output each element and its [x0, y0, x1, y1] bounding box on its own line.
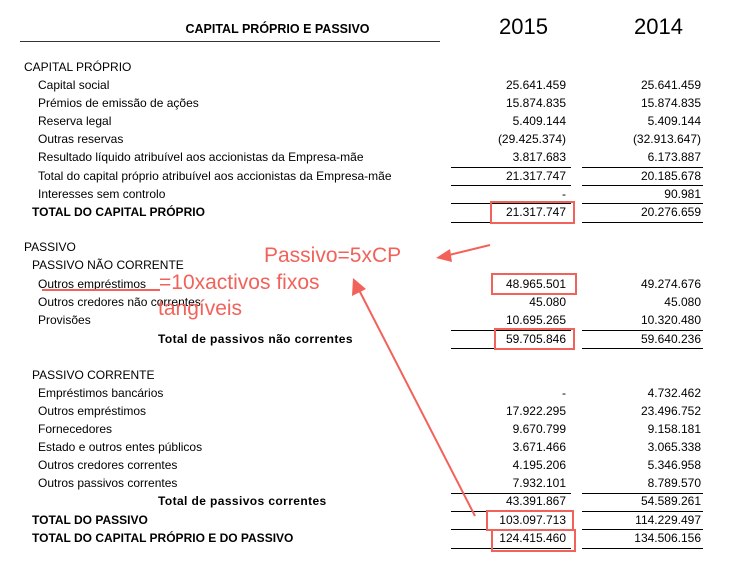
value-2014: 45.080	[664, 295, 701, 309]
arrow-to-passivo-note-icon	[436, 245, 490, 262]
row-label: Resultado líquido atribuível aos accionistas da Empresa-mãe	[38, 150, 364, 164]
row-label: PASSIVO NÃO CORRENTE	[32, 258, 184, 272]
row-label: Capital social	[38, 78, 110, 92]
value-2014: 3.065.338	[647, 440, 701, 454]
row-label: Outros credores não correntes	[38, 295, 201, 309]
value-2015: -	[562, 187, 566, 201]
value-2014: 49.274.676	[640, 277, 701, 291]
row-label: Estado e outros entes públicos	[38, 440, 203, 454]
row-label: Total do capital próprio atribuível aos accionistas da Empresa-mãe	[38, 169, 392, 183]
row-label: PASSIVO CORRENTE	[32, 368, 155, 382]
year-2015-header: 2015	[499, 14, 548, 39]
value-2014: 59.640.236	[640, 332, 701, 346]
value-2014: 4.732.462	[647, 386, 701, 400]
value-2014: 15.874.835	[640, 96, 701, 110]
arrow-to-activos-note-icon	[352, 278, 475, 516]
value-2015: -	[562, 386, 566, 400]
annotation-10x-activos: =10xactivos fixos	[159, 271, 320, 294]
row-label: Empréstimos bancários	[38, 386, 164, 400]
row-label: Interesses sem controlo	[38, 187, 166, 201]
value-2015: 7.932.101	[512, 476, 566, 490]
annotation-passivo-5xcp: Passivo=5xCP	[264, 244, 402, 267]
value-2015: 21.317.747	[505, 205, 566, 219]
year-2014-header: 2014	[634, 14, 683, 39]
value-2014: 6.173.887	[647, 150, 701, 164]
row-label: Fornecedores	[38, 422, 113, 436]
row-label: Outros credores correntes	[38, 458, 178, 472]
value-2014: 20.185.678	[640, 169, 701, 183]
row-label: Outras reservas	[38, 132, 124, 146]
value-2015: 3.817.683	[512, 150, 566, 164]
row-label: Total de passivos correntes	[158, 494, 327, 508]
value-2014: 8.789.570	[647, 476, 701, 490]
value-2014: 25.641.459	[640, 78, 701, 92]
value-2014: 90.981	[664, 187, 701, 201]
value-2015: 5.409.144	[512, 114, 566, 128]
value-2014: (32.913.647)	[632, 132, 701, 146]
value-2015: (29.425.374)	[497, 132, 566, 146]
value-2015: 45.080	[529, 295, 566, 309]
row-label: TOTAL DO CAPITAL PRÓPRIO	[32, 205, 205, 219]
value-2015: 3.671.466	[512, 440, 566, 454]
value-2014: 10.320.480	[640, 313, 701, 327]
value-2014: 114.229.497	[635, 513, 701, 527]
value-2015: 17.922.295	[505, 404, 566, 418]
row-label: Prémios de emissão de ações	[38, 96, 199, 110]
row-label: Outros empréstimos	[38, 404, 147, 418]
value-2014: 134.506.156	[634, 531, 701, 545]
value-2015: 4.195.206	[512, 458, 566, 472]
value-2015: 10.695.265	[505, 313, 566, 327]
annotation-tangiveis: tangíveis	[158, 297, 243, 320]
row-label: PASSIVO	[24, 240, 76, 254]
row-label: Total de passivos não correntes	[158, 332, 353, 346]
row-label: Outros empréstimos	[38, 277, 147, 291]
row-label: CAPITAL PRÓPRIO	[24, 60, 132, 74]
value-2014: 23.496.752	[640, 404, 701, 418]
value-2015: 9.670.799	[512, 422, 566, 436]
row-label: TOTAL DO CAPITAL PRÓPRIO E DO PASSIVO	[32, 531, 294, 545]
value-2014: 9.158.181	[647, 422, 701, 436]
row-label: TOTAL DO PASSIVO	[32, 513, 148, 527]
statement-title: CAPITAL PRÓPRIO E PASSIVO	[185, 22, 370, 36]
value-2015: 48.965.501	[505, 277, 566, 291]
value-2014: 5.346.958	[647, 458, 701, 472]
value-2015: 103.097.713	[499, 513, 566, 527]
value-2015: 15.874.835	[505, 96, 566, 110]
value-2015: 43.391.867	[505, 494, 566, 508]
row-label: Outros passivos correntes	[38, 476, 178, 490]
value-2015: 25.641.459	[505, 78, 566, 92]
value-2014: 5.409.144	[647, 114, 701, 128]
value-2014: 54.589.261	[640, 494, 701, 508]
value-2014: 20.276.659	[640, 205, 701, 219]
value-2015: 59.705.846	[505, 332, 566, 346]
value-2015: 124.415.460	[499, 531, 566, 545]
value-2015: 21.317.747	[505, 169, 566, 183]
row-label: Reserva legal	[38, 114, 112, 128]
row-label: Provisões	[38, 313, 91, 327]
